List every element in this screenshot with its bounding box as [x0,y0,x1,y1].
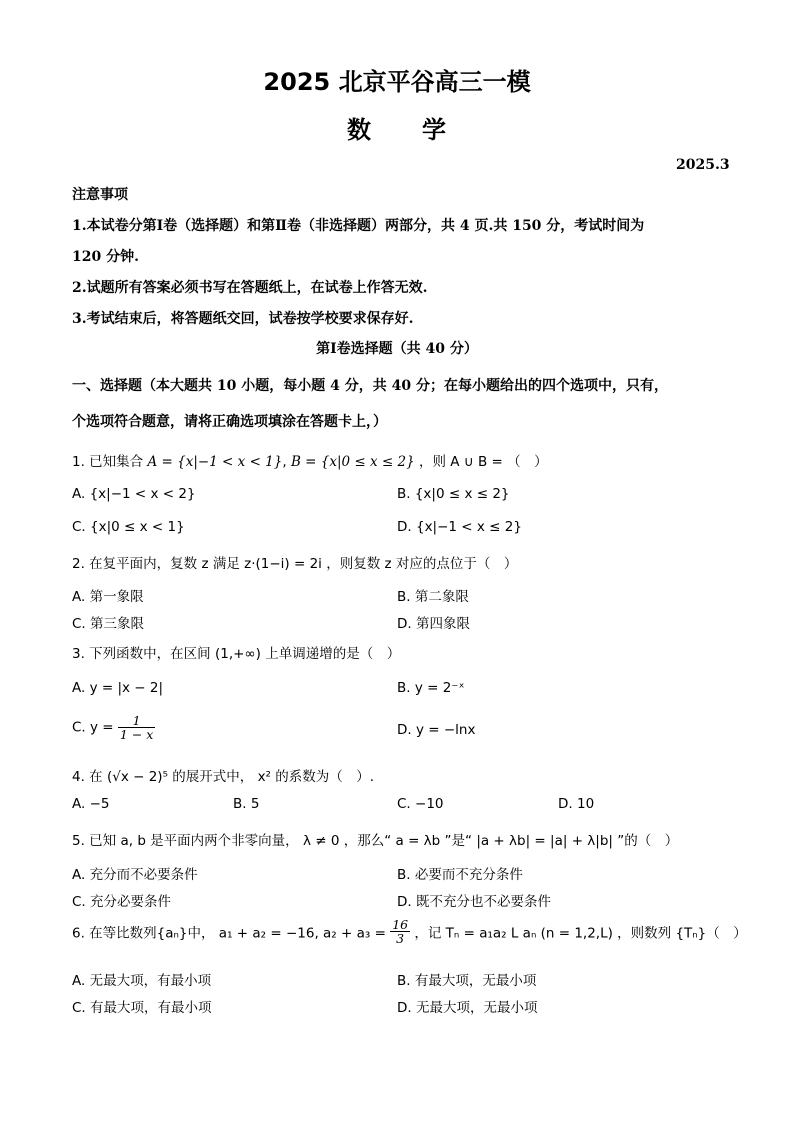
exam-title: 2025 北京平谷高三一模 [263,68,531,96]
question-1-stem: 1. 已知集合 A = {x|−1 < x < 1}, B = {x|0 ≤ x ≤ 2} ，则 A ∪ B = （ ） [72,454,548,470]
q4-option-d: D. 10 [558,796,595,812]
question-3-stem: 3. 下列函数中，在区间 (1,+∞) 上单调递增的是（ ） [72,646,401,662]
q3-option-a: A. y = |x − 2| [72,680,164,696]
question-2-stem: 2. 在复平面内，复数 z 满足 z·(1−i) = 2i ，则复数 z 对应的点位于（ ） [72,556,518,572]
q6-prefix: 6. 在等比数列{aₙ}中， a₁ + a₂ = −16, a₂ + a₃ = [72,925,386,942]
q1-option-b: B. {x|0 ≤ x ≤ 2} [397,486,510,502]
q6-suffix: ，记 Tₙ = a₁a₂ L aₙ (n = 1,2,L) ，则数列 {Tₙ}（ ） [414,925,747,942]
q3-c-fraction [118,714,155,741]
q5-option-c: C. 充分必要条件 [72,894,172,910]
q2-option-b: B. 第二象限 [397,589,469,605]
section-instructions-a: 一、选择题（本大题共 10 小题，每小题 4 分，共 40 分；在每小题给出的四个选项中，只有， [72,378,668,394]
q6-fraction [390,918,410,945]
q1-suffix: ，则 A ∪ B = （ ） [418,454,548,470]
q3-c-denominator: 1 − x [119,727,154,743]
q6-option-d: D. 无最大项，无最小项 [397,1000,538,1016]
q6-denominator: 3 [396,931,405,947]
notice-line-1a: 1.本试卷分第Ⅰ卷（选择题）和第Ⅱ卷（非选择题）两部分，共 4 页.共 150 分，考试时间为 [72,218,645,234]
q1-option-d: D. {x|−1 < x ≤ 2} [397,519,522,535]
q4-option-a: A. −5 [72,796,110,812]
q3-option-c [72,714,155,741]
q2-option-c: C. 第三象限 [72,616,145,632]
q1-option-a: A. {x|−1 < x < 2} [72,486,196,502]
q4-option-b: B. 5 [233,796,260,812]
q6-option-c: C. 有最大项，有最小项 [72,1000,212,1016]
q1-set-b: B = {x|0 ≤ x ≤ 2} [290,454,415,470]
q2-option-d: D. 第四象限 [397,616,470,632]
question-6-stem [72,918,747,945]
q6-numerator: 16 [392,917,409,932]
q5-option-b: B. 必要而不充分条件 [397,867,523,883]
notice-line-1b: 120 分钟. [72,249,139,265]
q6-option-a: A. 无最大项，有最小项 [72,973,212,989]
q3-c-numerator: 1 [118,714,155,728]
q5-option-a: A. 充分而不必要条件 [72,867,198,883]
q3-option-b: B. y = 2⁻ˣ [397,680,465,696]
question-5-stem: 5. 已知 a, b 是平面内两个非零向量， λ ≠ 0 ，那么“ a = λb ”是“ |a + λb| = |a| + λ|b| ”的（ ） [72,833,679,849]
q2-option-a: A. 第一象限 [72,589,144,605]
q3-option-d: D. y = −lnx [397,722,476,738]
notice-heading: 注意事项 [72,187,128,203]
question-4-stem: 4. 在 (√x − 2)⁵ 的展开式中， x² 的系数为（ ）. [72,769,375,785]
notice-line-3: 3.考试结束后，将答题纸交回，试卷按学校要求保存好. [72,311,414,327]
q1-set-a: A = {x|−1 < x < 1} [147,454,283,470]
section-title: 第Ⅰ卷选择题（共 40 分） [316,341,478,357]
q6-option-b: B. 有最大项，无最小项 [397,973,537,989]
exam-date: 2025.3 [676,157,730,173]
section-instructions-b: 个选项符合题意，请将正确选项填涂在答题卡上，） [72,414,387,430]
q5-option-d: D. 既不充分也不必要条件 [397,894,551,910]
q1-prefix: 1. 已知集合 [72,454,144,470]
subject-title: 数 学 [347,116,447,144]
q3-c-prefix: C. y = [72,719,114,736]
q4-option-c: C. −10 [397,796,444,812]
notice-line-2: 2.试题所有答案必须书写在答题纸上，在试卷上作答无效. [72,280,428,296]
q1-option-c: C. {x|0 ≤ x < 1} [72,519,185,535]
